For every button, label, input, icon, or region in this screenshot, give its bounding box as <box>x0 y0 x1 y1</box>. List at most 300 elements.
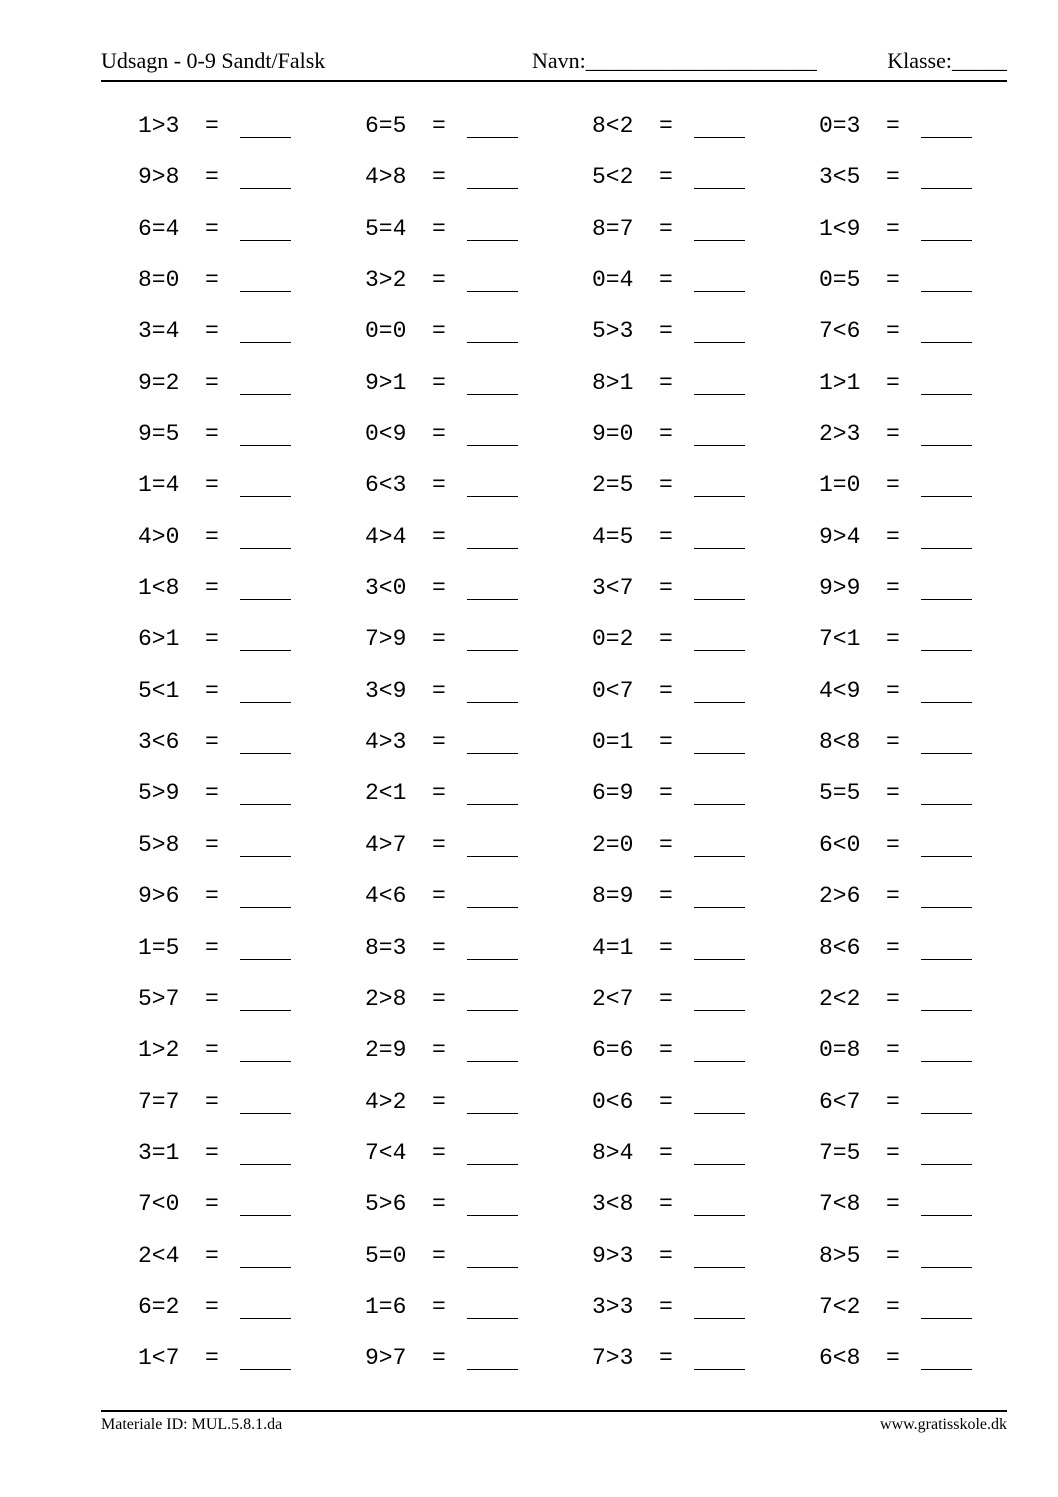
equals-sign: = <box>205 421 219 448</box>
answer-blank[interactable] <box>921 1113 972 1114</box>
answer-blank[interactable] <box>921 599 972 600</box>
answer-blank[interactable] <box>467 188 518 189</box>
exercise-statement: 6=2 <box>138 1293 180 1320</box>
exercise-statement: 0<6 <box>592 1088 634 1115</box>
exercise-statement: 7<6 <box>819 318 861 345</box>
equals-sign: = <box>205 780 219 807</box>
equals-sign: = <box>205 523 219 550</box>
answer-blank[interactable] <box>240 1215 291 1216</box>
exercise-statement: 5>3 <box>592 318 634 345</box>
equals-sign: = <box>205 626 219 653</box>
answer-blank[interactable] <box>240 1369 291 1370</box>
exercise-statement: 4=1 <box>592 934 634 961</box>
answer-blank[interactable] <box>921 291 972 292</box>
exercise-statement: 0=8 <box>819 1037 861 1064</box>
answer-blank[interactable] <box>694 1267 745 1268</box>
exercise-item <box>138 1340 338 1391</box>
exercise-statement: 0<9 <box>365 421 407 448</box>
exercise-statement: 3>3 <box>592 1293 634 1320</box>
answer-blank[interactable] <box>467 240 518 241</box>
answer-blank[interactable] <box>240 188 291 189</box>
equals-sign: = <box>205 369 219 396</box>
exercise-statement: 2>8 <box>365 985 407 1012</box>
exercise-item <box>592 878 792 929</box>
exercise-item <box>138 262 338 313</box>
answer-blank[interactable] <box>694 188 745 189</box>
exercise-column <box>592 108 792 1392</box>
answer-blank[interactable] <box>921 856 972 857</box>
equals-sign: = <box>659 369 673 396</box>
exercise-statement: 7<1 <box>819 626 861 653</box>
equals-sign: = <box>205 985 219 1012</box>
answer-blank[interactable] <box>694 548 745 549</box>
answer-blank[interactable] <box>921 394 972 395</box>
website-link[interactable]: www.gratisskole.dk <box>880 1416 1007 1433</box>
answer-blank[interactable] <box>240 959 291 960</box>
equals-sign: = <box>659 164 673 191</box>
exercise-statement: 3<0 <box>365 575 407 602</box>
exercise-item <box>365 1186 565 1237</box>
equals-sign: = <box>659 1088 673 1115</box>
answer-blank[interactable] <box>921 548 972 549</box>
exercise-item <box>819 159 1019 210</box>
equals-sign: = <box>205 575 219 602</box>
equals-sign: = <box>659 421 673 448</box>
exercise-item <box>592 365 792 416</box>
exercise-item <box>138 827 338 878</box>
exercise-statement: 6=9 <box>592 780 634 807</box>
answer-blank[interactable] <box>240 137 291 138</box>
exercise-statement: 6=4 <box>138 215 180 242</box>
exercise-statement: 1<7 <box>138 1345 180 1372</box>
answer-blank[interactable] <box>694 702 745 703</box>
exercise-item <box>819 673 1019 724</box>
exercise-item <box>592 673 792 724</box>
answer-blank[interactable] <box>240 496 291 497</box>
exercise-item <box>138 878 338 929</box>
equals-sign: = <box>886 1242 900 1269</box>
exercise-item <box>819 1186 1019 1237</box>
exercise-statement: 5>6 <box>365 1191 407 1218</box>
exercise-statement: 2=0 <box>592 831 634 858</box>
exercise-column <box>819 108 1019 1392</box>
answer-blank[interactable] <box>240 548 291 549</box>
exercise-item <box>592 519 792 570</box>
exercise-statement: 8>1 <box>592 369 634 396</box>
equals-sign: = <box>432 421 446 448</box>
equals-sign: = <box>659 215 673 242</box>
answer-blank[interactable] <box>467 702 518 703</box>
equals-sign: = <box>205 1191 219 1218</box>
exercise-statement: 6=5 <box>365 113 407 139</box>
answer-blank[interactable] <box>921 1369 972 1370</box>
equals-sign: = <box>659 267 673 294</box>
equals-sign: = <box>886 164 900 191</box>
exercise-item <box>138 775 338 826</box>
exercise-statement: 7=7 <box>138 1088 180 1115</box>
answer-blank[interactable] <box>694 240 745 241</box>
answer-blank[interactable] <box>694 394 745 395</box>
answer-blank[interactable] <box>467 1010 518 1011</box>
equals-sign: = <box>432 1293 446 1320</box>
exercise-item <box>819 621 1019 672</box>
exercise-item <box>365 878 565 929</box>
equals-sign: = <box>432 1139 446 1166</box>
equals-sign: = <box>432 985 446 1012</box>
answer-blank[interactable] <box>694 599 745 600</box>
answer-blank[interactable] <box>467 1164 518 1165</box>
exercise-item <box>819 981 1019 1032</box>
equals-sign: = <box>205 1139 219 1166</box>
exercise-item <box>592 108 792 159</box>
exercise-statement: 2=5 <box>592 472 634 499</box>
answer-blank[interactable] <box>467 753 518 754</box>
exercise-statement: 9>6 <box>138 883 180 910</box>
exercise-item <box>365 108 565 159</box>
answer-blank[interactable] <box>921 959 972 960</box>
equals-sign: = <box>432 1345 446 1372</box>
exercise-statement: 3=4 <box>138 318 180 345</box>
answer-blank[interactable] <box>467 137 518 138</box>
answer-blank[interactable] <box>240 1267 291 1268</box>
answer-blank[interactable] <box>694 753 745 754</box>
answer-blank[interactable] <box>240 907 291 908</box>
exercise-item <box>592 211 792 262</box>
answer-blank[interactable] <box>921 1010 972 1011</box>
answer-blank[interactable] <box>240 240 291 241</box>
exercise-item <box>819 467 1019 518</box>
answer-blank[interactable] <box>694 342 745 343</box>
worksheet-title: Udsagn - 0-9 Sandt/Falsk <box>101 48 326 73</box>
equals-sign: = <box>205 1037 219 1064</box>
exercise-statement: 9>9 <box>819 575 861 602</box>
equals-sign: = <box>205 318 219 345</box>
answer-blank[interactable] <box>467 650 518 651</box>
equals-sign: = <box>659 985 673 1012</box>
answer-blank[interactable] <box>921 496 972 497</box>
answer-blank[interactable] <box>467 804 518 805</box>
answer-blank[interactable] <box>921 445 972 446</box>
exercise-statement: 8=9 <box>592 883 634 910</box>
equals-sign: = <box>432 318 446 345</box>
answer-blank[interactable] <box>921 650 972 651</box>
exercise-item <box>819 878 1019 929</box>
equals-sign: = <box>886 1037 900 1064</box>
exercise-item <box>138 673 338 724</box>
answer-blank[interactable] <box>694 496 745 497</box>
answer-blank[interactable] <box>921 342 972 343</box>
exercise-item <box>592 1289 792 1340</box>
exercise-statement: 9=5 <box>138 421 180 448</box>
exercise-statement: 7<2 <box>819 1293 861 1320</box>
exercise-item <box>592 570 792 621</box>
exercise-statement: 9>4 <box>819 523 861 550</box>
answer-blank[interactable] <box>240 1113 291 1114</box>
answer-blank[interactable] <box>467 1318 518 1319</box>
answer-blank[interactable] <box>694 1164 745 1165</box>
answer-blank[interactable] <box>921 907 972 908</box>
equals-sign: = <box>205 677 219 704</box>
exercise-item <box>592 724 792 775</box>
answer-blank[interactable] <box>467 1215 518 1216</box>
exercise-statement: 8=7 <box>592 215 634 242</box>
exercise-item <box>819 365 1019 416</box>
footer-divider <box>101 1410 1007 1412</box>
answer-blank[interactable] <box>921 1267 972 1268</box>
equals-sign: = <box>432 523 446 550</box>
equals-sign: = <box>205 729 219 756</box>
exercise-statement: 1>2 <box>138 1037 180 1064</box>
answer-blank[interactable] <box>694 1369 745 1370</box>
name-field[interactable]: Navn:_____________________ <box>532 48 817 73</box>
answer-blank[interactable] <box>694 856 745 857</box>
equals-sign: = <box>886 113 900 139</box>
exercise-statement: 1=4 <box>138 472 180 499</box>
answer-blank[interactable] <box>467 548 518 549</box>
answer-blank[interactable] <box>240 291 291 292</box>
exercise-statement: 0=2 <box>592 626 634 653</box>
answer-blank[interactable] <box>467 342 518 343</box>
answer-blank[interactable] <box>467 1113 518 1114</box>
equals-sign: = <box>659 934 673 961</box>
exercise-statement: 6=6 <box>592 1037 634 1064</box>
answer-blank[interactable] <box>694 1010 745 1011</box>
answer-blank[interactable] <box>694 959 745 960</box>
answer-blank[interactable] <box>240 856 291 857</box>
answer-blank[interactable] <box>921 137 972 138</box>
equals-sign: = <box>886 1293 900 1320</box>
exercise-statement: 1>3 <box>138 113 180 139</box>
exercise-item <box>819 1289 1019 1340</box>
equals-sign: = <box>886 934 900 961</box>
equals-sign: = <box>659 626 673 653</box>
exercise-item <box>592 1186 792 1237</box>
equals-sign: = <box>886 883 900 910</box>
exercise-statement: 4>7 <box>365 831 407 858</box>
exercise-item <box>819 1084 1019 1135</box>
exercise-item <box>138 724 338 775</box>
equals-sign: = <box>432 1191 446 1218</box>
answer-blank[interactable] <box>921 702 972 703</box>
equals-sign: = <box>205 1088 219 1115</box>
exercise-item <box>819 775 1019 826</box>
exercise-item <box>138 1032 338 1083</box>
exercise-statement: 7>9 <box>365 626 407 653</box>
exercise-statement: 2<1 <box>365 780 407 807</box>
answer-blank[interactable] <box>240 1318 291 1319</box>
exercise-item <box>592 827 792 878</box>
exercise-item <box>365 416 565 467</box>
exercise-item <box>138 1084 338 1135</box>
exercise-item <box>138 930 338 981</box>
exercise-item <box>138 621 338 672</box>
exercise-item <box>138 313 338 364</box>
exercise-statement: 9>8 <box>138 164 180 191</box>
equals-sign: = <box>659 677 673 704</box>
exercise-statement: 3<7 <box>592 575 634 602</box>
class-field[interactable]: Klasse:_____ <box>887 48 1007 73</box>
equals-sign: = <box>886 318 900 345</box>
answer-blank[interactable] <box>240 445 291 446</box>
answer-blank[interactable] <box>694 1215 745 1216</box>
exercise-item <box>365 1238 565 1289</box>
exercise-statement: 5>9 <box>138 780 180 807</box>
answer-blank[interactable] <box>467 599 518 600</box>
answer-blank[interactable] <box>921 240 972 241</box>
answer-blank[interactable] <box>694 650 745 651</box>
exercise-item <box>819 930 1019 981</box>
equals-sign: = <box>886 472 900 499</box>
exercise-statement: 8>5 <box>819 1242 861 1269</box>
exercise-statement: 1=5 <box>138 934 180 961</box>
exercise-item <box>138 159 338 210</box>
answer-blank[interactable] <box>694 1113 745 1114</box>
exercise-statement: 9=0 <box>592 421 634 448</box>
answer-blank[interactable] <box>240 599 291 600</box>
answer-blank[interactable] <box>921 753 972 754</box>
exercise-item <box>365 467 565 518</box>
equals-sign: = <box>432 113 446 139</box>
answer-blank[interactable] <box>240 753 291 754</box>
answer-blank[interactable] <box>467 907 518 908</box>
answer-blank[interactable] <box>240 1010 291 1011</box>
exercise-item <box>819 416 1019 467</box>
exercise-item <box>365 262 565 313</box>
answer-blank[interactable] <box>240 702 291 703</box>
exercise-statement: 0<7 <box>592 677 634 704</box>
equals-sign: = <box>886 831 900 858</box>
exercise-item <box>365 159 565 210</box>
equals-sign: = <box>432 626 446 653</box>
exercise-item <box>819 1238 1019 1289</box>
exercise-item <box>138 519 338 570</box>
exercise-item <box>592 621 792 672</box>
equals-sign: = <box>886 421 900 448</box>
exercise-item <box>592 159 792 210</box>
exercise-statement: 1<8 <box>138 575 180 602</box>
equals-sign: = <box>432 934 446 961</box>
equals-sign: = <box>432 215 446 242</box>
answer-blank[interactable] <box>467 1061 518 1062</box>
exercise-item <box>365 519 565 570</box>
answer-blank[interactable] <box>240 342 291 343</box>
equals-sign: = <box>432 1088 446 1115</box>
exercise-statement: 2>3 <box>819 421 861 448</box>
answer-blank[interactable] <box>694 445 745 446</box>
exercise-statement: 3<6 <box>138 729 180 756</box>
answer-blank[interactable] <box>694 1318 745 1319</box>
equals-sign: = <box>432 472 446 499</box>
exercise-item <box>365 365 565 416</box>
exercise-item <box>365 1289 565 1340</box>
exercise-item <box>819 262 1019 313</box>
exercise-statement: 6<3 <box>365 472 407 499</box>
equals-sign: = <box>432 780 446 807</box>
equals-sign: = <box>886 1088 900 1115</box>
equals-sign: = <box>886 523 900 550</box>
exercise-statement: 4<6 <box>365 883 407 910</box>
answer-blank[interactable] <box>921 1164 972 1165</box>
answer-blank[interactable] <box>467 1267 518 1268</box>
equals-sign: = <box>886 1191 900 1218</box>
equals-sign: = <box>659 1293 673 1320</box>
answer-blank[interactable] <box>467 496 518 497</box>
answer-blank[interactable] <box>240 1164 291 1165</box>
answer-blank[interactable] <box>240 804 291 805</box>
exercise-statement: 4=5 <box>592 523 634 550</box>
exercise-statement: 8<2 <box>592 113 634 139</box>
exercise-statement: 8<8 <box>819 729 861 756</box>
equals-sign: = <box>432 164 446 191</box>
exercise-item <box>365 930 565 981</box>
exercise-item <box>592 775 792 826</box>
equals-sign: = <box>659 1191 673 1218</box>
exercise-statement: 4>3 <box>365 729 407 756</box>
answer-blank[interactable] <box>694 804 745 805</box>
exercise-item <box>819 211 1019 262</box>
exercise-statement: 3<8 <box>592 1191 634 1218</box>
equals-sign: = <box>659 575 673 602</box>
exercise-statement: 8=3 <box>365 934 407 961</box>
exercise-statement: 6>1 <box>138 626 180 653</box>
answer-blank[interactable] <box>467 959 518 960</box>
answer-blank[interactable] <box>240 650 291 651</box>
answer-blank[interactable] <box>694 137 745 138</box>
exercise-statement: 7<4 <box>365 1139 407 1166</box>
exercise-statement: 7<0 <box>138 1191 180 1218</box>
exercise-statement: 2>6 <box>819 883 861 910</box>
answer-blank[interactable] <box>240 394 291 395</box>
exercise-item <box>138 365 338 416</box>
answer-blank[interactable] <box>240 1061 291 1062</box>
answer-blank[interactable] <box>921 1215 972 1216</box>
exercise-item <box>592 981 792 1032</box>
exercise-statement: 1>1 <box>819 369 861 396</box>
answer-blank[interactable] <box>921 1061 972 1062</box>
exercise-statement: 5>7 <box>138 985 180 1012</box>
exercise-item <box>138 1238 338 1289</box>
exercise-statement: 0=3 <box>819 113 861 139</box>
exercise-item <box>365 1084 565 1135</box>
exercise-item <box>819 1032 1019 1083</box>
equals-sign: = <box>659 1345 673 1372</box>
answer-blank[interactable] <box>467 856 518 857</box>
answer-blank[interactable] <box>694 291 745 292</box>
equals-sign: = <box>659 318 673 345</box>
answer-blank[interactable] <box>467 291 518 292</box>
equals-sign: = <box>659 1139 673 1166</box>
exercise-item <box>365 1340 565 1391</box>
answer-blank[interactable] <box>467 1369 518 1370</box>
exercise-item <box>365 1135 565 1186</box>
equals-sign: = <box>886 985 900 1012</box>
exercise-statement: 0=0 <box>365 318 407 345</box>
equals-sign: = <box>659 1242 673 1269</box>
exercise-item <box>592 1084 792 1135</box>
answer-blank[interactable] <box>921 1318 972 1319</box>
exercise-statement: 3<5 <box>819 164 861 191</box>
answer-blank[interactable] <box>467 445 518 446</box>
answer-blank[interactable] <box>921 188 972 189</box>
answer-blank[interactable] <box>921 804 972 805</box>
exercise-item <box>819 519 1019 570</box>
answer-blank[interactable] <box>467 394 518 395</box>
exercise-statement: 7=5 <box>819 1139 861 1166</box>
answer-blank[interactable] <box>694 1061 745 1062</box>
exercise-item <box>365 775 565 826</box>
exercise-item <box>138 467 338 518</box>
answer-blank[interactable] <box>694 907 745 908</box>
